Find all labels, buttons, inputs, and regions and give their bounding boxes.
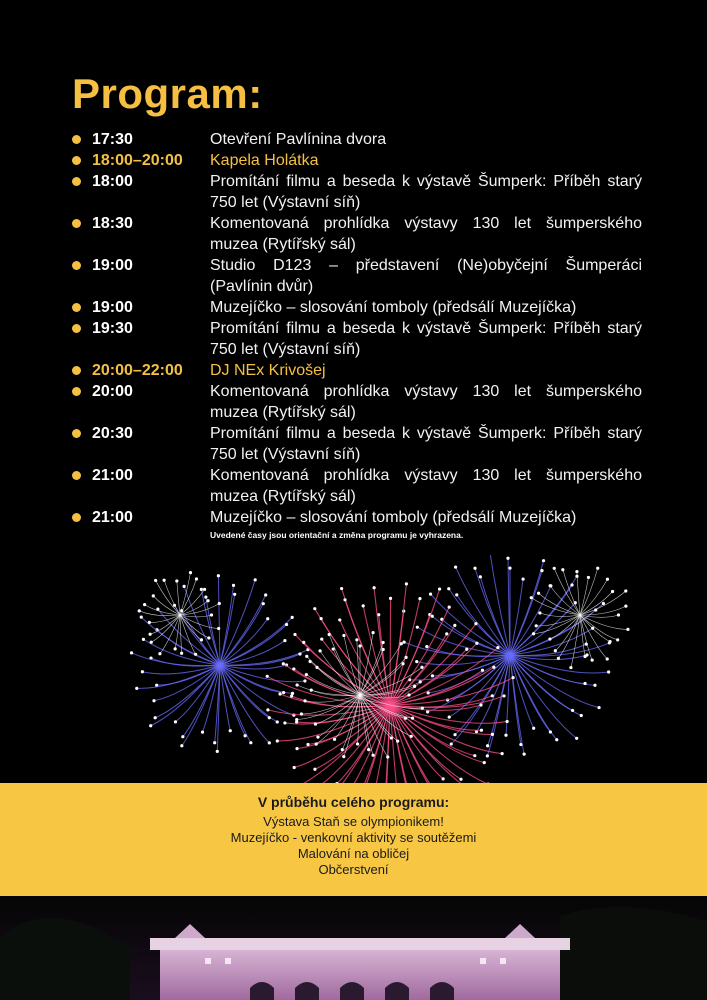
schedule-event: Muzejíčko – slosování tomboly (předsálí Muzejíčka): [210, 509, 577, 526]
schedule-event: DJ NEx Krivošej: [210, 362, 326, 379]
banner-item: Muzejíčko - venkovní aktivity se soutěžemi: [230, 830, 477, 845]
schedule-time: 18:00: [92, 173, 133, 190]
schedule-time: 20:00: [92, 383, 133, 400]
schedule-item: [72, 129, 642, 150]
schedule-item: [72, 423, 642, 465]
building-image: [0, 896, 707, 1000]
schedule-time: 17:30: [92, 131, 133, 148]
schedule-item: [72, 507, 642, 528]
schedule-event: Promítání filmu a beseda k výstavě Šumperk: Příběh starý 750 let (Výstavní síň): [210, 320, 642, 358]
schedule-event: Promítání filmu a beseda k výstavě Šumperk: Příběh starý 750 let (Výstavní síň): [210, 173, 642, 211]
schedule-item: [72, 318, 642, 360]
fireworks-image: [60, 555, 660, 785]
bullet-icon: [72, 219, 81, 228]
schedule-time: 18:00–20:00: [92, 152, 183, 169]
schedule-event: Komentovaná prohlídka výstavy 130 let šumperského muzea (Rytířský sál): [210, 467, 642, 505]
bullet-icon: [72, 177, 81, 186]
banner-item: Malování na obličej: [297, 846, 410, 861]
schedule-time: 20:30: [92, 425, 133, 442]
schedule-time: 19:00: [92, 257, 133, 274]
banner-title: V průběhu celého programu:: [257, 794, 450, 810]
bullet-icon: [72, 303, 81, 312]
schedule-event: Studio D123 – představení (Ne)obyčejní Šumperáci (Pavlínin dvůr): [210, 257, 642, 295]
schedule-time: 19:00: [92, 299, 133, 316]
schedule-item: [72, 360, 642, 381]
banner-item: Občerstvení: [318, 862, 389, 877]
schedule-time: 21:00: [92, 467, 133, 484]
bullet-icon: [72, 471, 81, 480]
all-day-banner: [0, 783, 707, 896]
schedule-time: 19:30: [92, 320, 133, 337]
bullet-icon: [72, 324, 81, 333]
bullet-icon: [72, 156, 81, 165]
page-title: Program:: [72, 70, 263, 117]
schedule-event: Otevření Pavlínina dvora: [210, 131, 387, 148]
schedule-note: Uvedené časy jsou orientační a změna programu je vyhrazena.: [210, 530, 464, 540]
bullet-icon: [72, 429, 81, 438]
schedule-item: [72, 381, 642, 423]
schedule-item: [72, 171, 642, 213]
schedule-event: Komentovaná prohlídka výstavy 130 let šumperského muzea (Rytířský sál): [210, 383, 642, 421]
schedule-time: 21:00: [92, 509, 133, 526]
schedule-event: Komentovaná prohlídka výstavy 130 let šumperského muzea (Rytířský sál): [210, 215, 642, 253]
schedule-list: [72, 129, 642, 528]
bullet-icon: [72, 387, 81, 396]
bullet-icon: [72, 513, 81, 522]
schedule-time: 20:00–22:00: [92, 362, 183, 379]
banner-item: Výstava Staň se olympionikem!: [263, 814, 444, 829]
schedule-item: [72, 150, 642, 171]
schedule-event: Promítání filmu a beseda k výstavě Šumperk: Příběh starý 750 let (Výstavní síň): [210, 425, 642, 463]
schedule-item: [72, 213, 642, 255]
schedule-item: [72, 255, 642, 297]
schedule-item: [72, 297, 642, 318]
schedule-event: Kapela Holátka: [210, 152, 319, 169]
bullet-icon: [72, 261, 81, 270]
bullet-icon: [72, 135, 81, 144]
schedule-time: 18:30: [92, 215, 133, 232]
schedule-item: [72, 465, 642, 507]
bullet-icon: [72, 366, 81, 375]
schedule-event: Muzejíčko – slosování tomboly (předsálí Muzejíčka): [210, 299, 577, 316]
